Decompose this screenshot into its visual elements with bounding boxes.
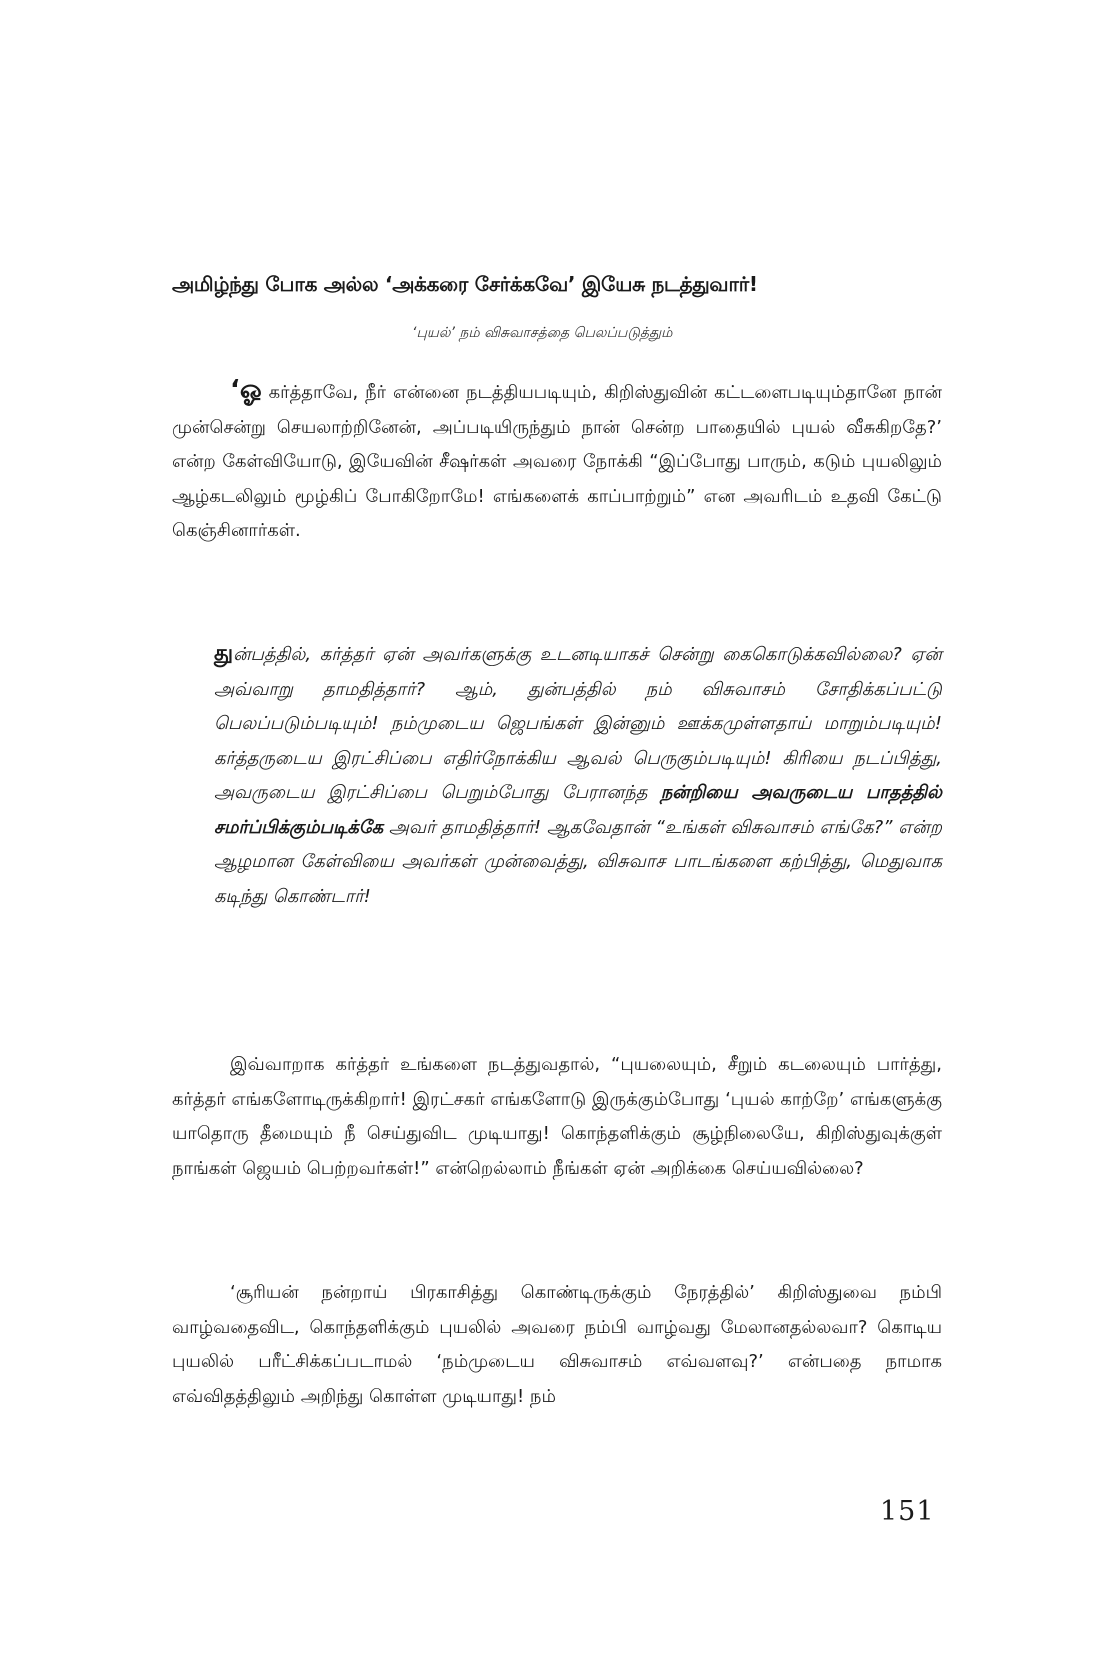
paragraph-3: இவ்வாறாக கர்த்தர் உங்களை நடத்துவதால், “புயலையும், சீறும் கடலையும் பார்த்து, கர்த்தர் எங்களோடிருக்கிறார்! இரட்சகர் எங்களோடு இருக்கும்போது ‘புயல் காற்றே’ எங்களுக்கு யாதொரு தீமையும் நீ செய்துவிட முடியாது! கொந்தளிக்கும் சூழ்நிலையே, கிறிஸ்துவுக்குள் நாங்கள் ஜெயம் பெற்றவர்கள்!” என்றெல்லாம் நீங்கள் ஏன் அறிக்கை செய்யவில்லை?	[172, 1054, 942, 1179]
drop-cap-2: து	[214, 641, 234, 666]
paragraph-4: ‘சூரியன் நன்றாய் பிரகாசித்து கொண்டிருக்கும் நேரத்தில்’ கிறிஸ்துவை நம்பி வாழ்வதைவிட, கொந்தளிக்கும் புயலில் அவரை நம்பி வாழ்வது மேலானதல்லவா? கொடிய புயலில் பரீட்சிக்கப்படாமல் ‘நம்முடைய விசுவாசம் எவ்வளவு?’ என்பதை நாமாக எவ்விதத்திலும் அறிந்து கொள்ள முடியாது! நம்	[172, 1282, 942, 1407]
paragraph-2-text: ன்பத்தில், கர்த்தர் ஏன் அவர்களுக்கு உடனடியாகச் சென்று கைகொடுக்கவில்லை? ஏன் அவ்வாறு தாமதித்தார்? ஆம், துன்பத்தில் நம் விசுவாசம் சோதிக்கப்பட்டு பெலப்படும்படியும்! நம்முடைய ஜெபங்கள் இன்னும் ஊக்கமுள்ளதாய் மாறும்படியும்! கர்த்தருடைய இரட்சிப்பை எதிர்நோக்கிய ஆவல் பெருகும்படியும்! கிரியை நடப்பித்து, அவருடைய இரட்சிப்பை பெறும்போது பேரானந்த	[214, 644, 942, 803]
paragraph-1-text: கர்த்தாவே, நீர் என்னை நடத்தியபடியும், கிறிஸ்துவின் கட்டளைபடியும்தானே நான் முன்சென்று செயலாற்றினேன், அப்படியிருந்தும் நான் சென்ற பாதையில் புயல் வீசுகிறதே?’ என்ற கேள்வியோடு, இயேவின் சீஷர்கள் அவரை நோக்கி “இப்போது பாரும், கடும் புயலிலும் ஆழ்கடலிலும் மூழ்கிப் போகிறோமே! எங்களைக் காப்பாற்றும்” என அவரிடம் உதவி கேட்டு கெஞ்சினார்கள்.	[172, 382, 942, 541]
drop-cap-1: ஓ	[239, 375, 262, 405]
paragraph-2-quote-block	[214, 637, 942, 914]
chapter-subtitle: ‘புயல்’ நம் விசுவாசத்தை பெலப்படுத்தும்	[412, 325, 673, 341]
chapter-title: அமிழ்ந்து போக அல்ல ‘அக்கரை சேர்க்கவே’ இயேசு நடத்துவார்!	[172, 272, 758, 296]
paragraph-1	[172, 373, 942, 549]
paragraph-2-text-end: அவர் தாமதித்தார்! ஆகவேதான் “உங்கள் விசுவாசம் எங்கே?” என்ற ஆழமான கேள்வியை அவர்கள் முன்வைத்து, விசுவாச பாடங்களை கற்பித்து, மெதுவாக கடிந்து கொண்டார்!	[214, 816, 942, 907]
opening-quote: ‘	[230, 375, 240, 405]
paragraph-2-emphasis: நன்றியை அவருடைய பாதத்தில் சமர்ப்பிக்கும்படிக்கே	[214, 782, 942, 838]
page-number: 151	[880, 1496, 935, 1527]
